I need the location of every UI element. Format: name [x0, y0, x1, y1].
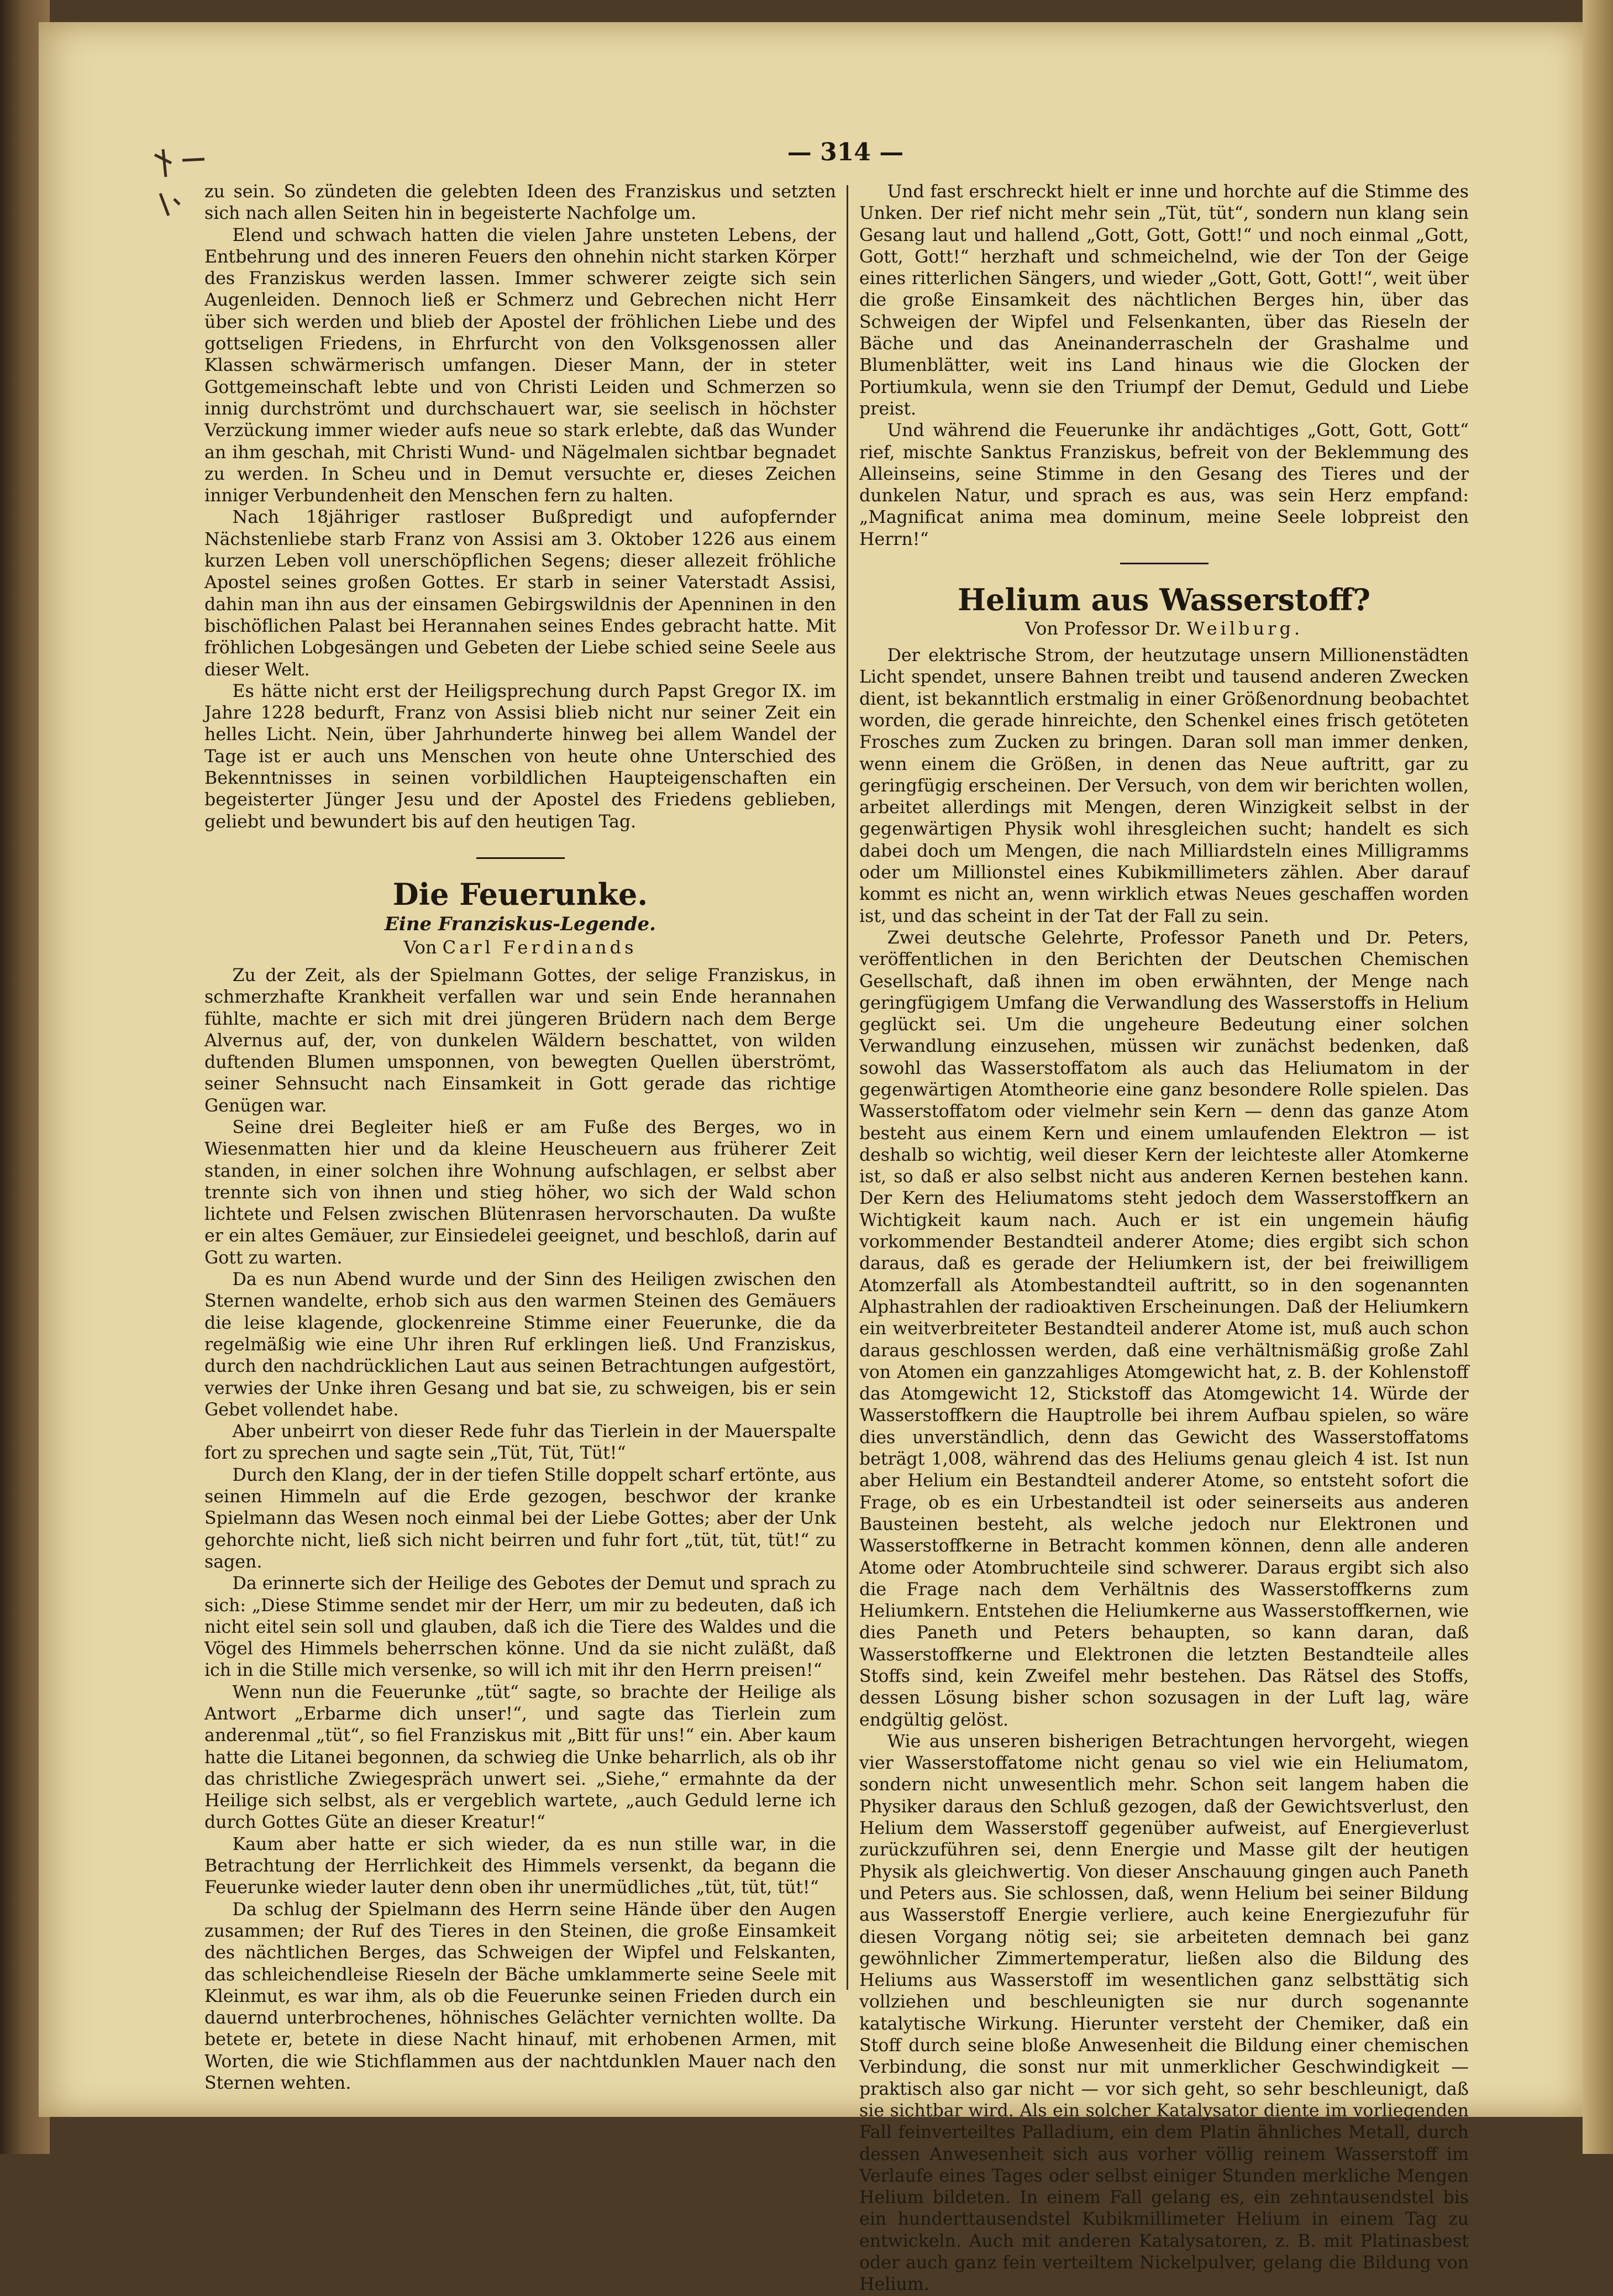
byline-prefix: Von Professor Dr.: [1024, 618, 1181, 639]
paragraph: Zwei deutsche Gelehrte, Professor Paneth und Dr. Peters, veröffentlichen in den Berichten der Deutschen Chemischen Gesellschaft, daß ihnen im oben erwähnten, der Menge nach geringfügigem Umfang die Verwandlung des Wasserstoffs in Helium geglückt sei. Um die ungeheure Bedeutung einer solchen Verwandlung einzusehen, müssen wir zunächst bedenken, daß sowohl das Wasserstoffatom als auch das Heliumatom in der gegenwärtigen Atomtheorie eine ganz besondere Rolle spielen. Das Wasserstoffatom oder vielmehr sein Kern — denn das ganze Atom besteht aus einem Kern und einem umlaufenden Elektron — ist deshalb so wichtig, weil dieser Kern der leichteste aller Atomkerne ist, so daß er also selbst nicht aus anderen Kernen bestehen kann. Der Kern des Heliumatoms steht jedoch dem Wasserstoffkern an Wichtigkeit kaum nach. Auch er ist ein ungemein häufig vorkommender Bestandteil anderer Atome; dies ergibt sich schon daraus, daß es gerade der Heliumkern ist, der bei freiwilligem Atomzerfall als Atombestandteil auftritt, so in den sogenannten Alphastrahlen der radioaktiven Erscheinungen. Daß der Heliumkern ein weitverbreiteter Bestandteil anderer Atome ist, muß auch schon daraus geschlossen werden, daß eine verhältnismäßig große Zahl von Atomen ein ganzzahliges Atomgewicht hat, z. B. der Kohlenstoff das Atomgewicht 12, Stickstoff das Atomgewicht 14. Würde der Wasserstoffkern die Hauptrolle bei ihrem Aufbau spielen, so wäre dies unverständlich, denn das Gewicht des Wasserstoffatoms beträgt 1,008, während das des Heliums genau gleich 4 ist. Ist nun aber Helium ein Bestandteil anderer Atome, so entsteht sofort die Frage, ob es ein Urbestandteil ist oder seinerseits aus anderen Bausteinen besteht, als welche jedoch nur Elektronen und Wasserstoffkerne in Betracht kommen können, denn alle anderen Atome oder Atombruchteile sind schwerer. Daraus ergibt sich also die Frage nach dem Verhältnis des Wasserstoffkerns zum Heliumkern. Entstehen die Heliumkerne aus Wasserstoffkernen, wie dies Paneth und Peters behaupten, so kann daran, daß Wasserstoffkerne und Elektronen die letzten Bestandteile alles Stoffs sind, kein Zweifel mehr bestehen. Das Rätsel des Stoffs, dessen Lösung bisher schon sozusagen in der Luft lag, wäre endgültig gelöst.: [859, 927, 1469, 1730]
paragraph: zu sein. So zündeten die gelebten Ideen des Franziskus und setzten sich nach allen Seiten hin in begeisterte Nachfolge um.: [204, 182, 836, 224]
column-rule: [847, 185, 848, 1990]
article-title: Helium aus Wasserstoff?: [958, 582, 1370, 618]
story-subtitle: Eine Franziskus-Legende.: [384, 913, 656, 935]
paragraph: Wenn nun die Feuerunke „tüt“ sagte, so brachte der Heilige als Antwort „Erbarme dich unser!“, und sagte das Tierlein zum anderenmal „tüt“, so fiel Franziskus mit „Bitt für uns!“ ein. Aber kaum hatte die Litanei begonnen, da schwieg die Unke beharrlich, als ob ihr das christliche Zwiegespräch unwert sei. „Siehe,“ ermahnte da der Heilige sich selbst, als er vergeblich wartete, „auch Geduld lerne ich durch Gottes Güte an dieser Kreatur!“: [204, 1682, 836, 1833]
story-title: Die Feuerunke.: [392, 876, 648, 912]
paragraph: Da schlug der Spielmann des Herrn seine Hände über den Augen zusammen; der Ruf des Tieres in den Steinen, die große Einsamkeit des nächtlichen Berges, das Schweigen der Wipfel und Felskanten, das schleichendleise Rieseln der Bäche umklammerte seine Seele mit Kleinmut, es war ihm, als ob die Feuerunke seinen Frieden durch ein dauernd unterbrochenes, höhnisches Gelächter vernichten wollte. Da betete er, betete in diese Nacht hinauf, mit erhobenen Armen, mit Worten, die wie Stichflammen aus der nachtdunklen Mauer nach den Sternen wehten.: [204, 1899, 836, 2094]
paragraph: Nach 18jähriger rastloser Bußpredigt und aufopfernder Nächstenliebe starb Franz von Assisi am 3. Oktober 1226 aus einem kurzen Leben voll unerschöpflichen Segens; dieser allezeit fröhliche Apostel seines großen Gottes. Er starb in seiner Vaterstadt Assisi, dahin man ihn aus der einsamen Gebirgswildnis der Apenninen in den bischöflichen Palast bei Herannahen seines Endes gebracht hatte. Mit fröhlichen Lobgesängen und Gebeten der Liebe schied seine Seele aus dieser Welt.: [204, 507, 836, 680]
article-byline: [859, 617, 1469, 639]
story-byline: [204, 936, 836, 958]
paragraph: Wie aus unseren bisherigen Betrachtungen hervorgeht, wiegen vier Wasserstoffatome nicht genau so viel wie ein Heliumatom, sondern nicht unwesentlich mehr. Schon seit langem haben die Physiker daraus den Schluß gezogen, daß der Gewichtsverlust, den Helium dem Wasserstoff gegenüber aufweist, auf Energieverlust zurückzuführen sei, denn Energie und Masse gilt der heutigen Physik als gleichwertig. Von dieser Anschauung gingen auch Paneth und Peters aus. Sie schlossen, daß, wenn Helium bei seiner Bildung aus Wasserstoff Energie verliere, auch keine Energiezufuhr für diesen Vorgang nötig sei; sie arbeiteten demnach bei ganz gewöhnlicher Zimmertemperatur, ließen also die Bildung des Heliums aus Wasserstoff im wesentlichen ganz selbsttätig sich vollziehen und beschleunigten sie nur durch sogenannte katalytische Wirkung. Hierunter versteht der Chemiker, daß ein Stoff durch seine bloße Anwesenheit die Bildung einer chemischen Verbindung, die sonst nur mit unmerklicher Geschwindigkeit — praktisch also gar nicht — vor sich geht, so sehr beschleunigt, daß sie sichtbar wird. Als ein solcher Katalysator diente im vorliegenden Fall feinverteiltes Palladium, ein dem Platin ähnliches Metall, durch dessen Anwesenheit sich aus vorher völlig reinem Wasserstoff im Verlaufe eines Tages oder selbst einiger Stunden merkliche Mengen Helium bildeten. In einem Fall gelang es, ein zehntausendstel bis ein hunderttausendstel Kubikmillimeter Helium in einem Tag zu entwickeln. Auch mit anderen Katalysatoren, z. B. mit Platinasbest oder auch ganz fein verteiltem Nickelpulver, gelang die Bildung von Helium.: [859, 1731, 1469, 2295]
page-edge: [1583, 0, 1613, 2154]
paragraph: Kaum aber hatte er sich wieder, da es nun stille war, in die Betrachtung der Herrlichkeit des Himmels versenkt, da begann die Feuerunke wieder lauter denn oben ihr unermüdliches „tüt, tüt, tüt!“: [204, 1834, 836, 1898]
paragraph: Durch den Klang, der in der tiefen Stille doppelt scharf ertönte, aus seinen Himmeln auf die Erde gezogen, beschwor der kranke Spielmann das Wesen noch einmal bei der Liebe Gottes; aber der Unk gehorchte nicht, ließ sich nicht beirren und fuhr fort „tüt, tüt, tüt!“ zu sagen.: [204, 1465, 836, 1572]
paragraph: Der elektrische Strom, der heutzutage unsern Millionenstädten Licht spendet, unsere Bahnen treibt und tausend anderen Zwecken dient, ist bekanntlich erstmalig in einer Größenordnung beobachtet worden, die gerade hinreichte, den Schenkel eines frisch getöteten Frosches zum Zucken zu bringen. Daran soll man immer denken, wenn einem die Größen, in denen das Neue auftritt, gar zu geringfügig erscheinen. Der Versuch, von dem wir berichten wollen, arbeitet allerdings mit Mengen, deren Winzigkeit selbst in der gegenwärtigen Physik wohl ihresgleichen sucht; handelt es sich dabei doch um Mengen, die nach Milliardsteln eines Milligramms oder um Millionstel eines Kubikmillimeters zählen. Aber darauf kommt es nicht an, wenn wirklich etwas Neues geschaffen worden ist, und das scheint in der Tat der Fall zu sein.: [859, 646, 1469, 926]
paragraph: Elend und schwach hatten die vielen Jahre unsteten Lebens, der Entbehrung und des inneren Feuers den ohnehin nicht starken Körper des Franziskus werden lassen. Immer schwerer zeigte sich sein Augenleiden. Dennoch ließ er Schmerz und Gebrechen nicht Herr über sich werden und blieb der Apostel der fröhlichen Liebe und des gottseligen Friedens, in Ehrfurcht von den Volksgenossen aller Klassen schwärmerisch umfangen. Dieser Mann, der in steter Gottgemeinschaft lebte und von Christi Leiden und Schmerzen so innig durchströmt und durchschauert war, sie seelisch in höchster Verzückung immer wieder aufs neue so stark erlebte, daß das Wunder an ihm geschah, mit Christi Wund- und Nägelmalen sichtbar begnadet zu werden. In Scheu und in Demut versuchte er, dieses Zeichen inniger Verbundenheit den Menschen fern zu halten.: [204, 225, 836, 506]
margin-marks-icon: [149, 144, 210, 230]
paragraph: Aber unbeirrt von dieser Rede fuhr das Tierlein in der Mauerspalte fort zu sprechen und sagte sein „Tüt, Tüt, Tüt!“: [204, 1422, 836, 1464]
author-name: Carl Ferdinands: [442, 936, 637, 958]
paragraph: Da es nun Abend wurde und der Sinn des Heiligen zwischen den Sternen wandelte, erhob sich aus den warmen Steinen des Gemäuers die leise klagende, glockenreine Stimme einer Feuerunke, die da regelmäßig wie eine Uhr ihren Ruf erklingen ließ. Und Franziskus, durch den nachdrücklichen Laut aus seinen Betrachtungen aufgestört, verwies der Unke ihren Gesang und bat sie, zu schweigen, bis er sein Gebet vollendet habe.: [204, 1270, 836, 1420]
page-number: — 314 —: [787, 138, 904, 166]
left-column: [204, 181, 836, 2094]
paragraph: Zu der Zeit, als der Spielmann Gottes, der selige Franziskus, in schmerzhafte Krankheit verfallen war und sein Ende herannahen fühlte, machte er sich mit drei jüngeren Brüdern nach dem Berge Alvernus auf, der, von dunkelen Wäldern beschattet, von wilden duftenden Blumen umsponnen, von bewegten Quellen überströmt, seiner Sehnsucht nach Einsamkeit in Gott gerade das richtige Genügen war.: [204, 965, 836, 1116]
right-column: [859, 181, 1469, 2296]
paragraph: Und fast erschreckt hielt er inne und horchte auf die Stimme des Unken. Der rief nicht mehr sein „Tüt, tüt“, sondern nun klang sein Gesang laut und hallend „Gott, Gott, Gott!“ und noch einmal „Gott, Gott, Gott!“ herzhaft und schmeichelnd, wie der Ton der Geige eines ritterlichen Sängers, und wieder „Gott, Gott, Gott!“, weit über die große Einsamkeit des nächtlichen Berges hin, über das Schweigen der Wipfel und Felsenkanten, über das Rieseln der Bäche und das Aneinanderrascheln der Grashalme und Blumenblätter, weit ins Land hinaus wie die Glocken der Portiumkula, wenn sie den Triumpf der Demut, Geduld und Liebe preist.: [859, 182, 1469, 419]
paragraph: Und während die Feuerunke ihr andächtiges „Gott, Gott, Gott“ rief, mischte Sanktus Franziskus, befreit von der Beklemmung des Alleinseins, seine Stimme in den Gesang des Tieres und der dunkelen Natur, und sprach es aus, was sein Herz empfand: „Magnificat anima mea dominum, meine Seele lobpreist den Herrn!“: [859, 421, 1469, 549]
paragraph: Es hätte nicht erst der Heiligsprechung durch Papst Gregor IX. im Jahre 1228 bedurft, Franz von Assisi blieb nicht nur seiner Zeit ein helles Licht. Nein, über Jahrhunderte hinweg bei allem Wandel der Tage ist er auch uns Menschen von heute ohne Unterschied des Bekenntnisses in seinen vorbildlichen Haupteigenschaften ein begeisterter Jünger Jesu und der Apostel des Friedens geblieben, geliebt und bewundert bis auf den heutigen Tag.: [204, 681, 836, 832]
paragraph: Seine drei Begleiter hieß er am Fuße des Berges, wo in Wiesenmatten hier und da kleine Heuscheuern aus früherer Zeit standen, in einer solchen ihre Wohnung aufschlagen, er selbst aber trennte sich von ihnen und stieg höher, wo sich der Wald schon lichtete und Felsen zwischen Blütenrasen hervorschauten. Da wußte er ein altes Gemäuer, zur Einsiedelei geeignet, und beschloß, darin auf Gott zu warten.: [204, 1117, 836, 1268]
author-name: Weilburg.: [1186, 618, 1304, 639]
paragraph: Da erinnerte sich der Heilige des Gebotes der Demut und sprach zu sich: „Diese Stimme sendet mir der Herr, um mir zu bedeuten, daß ich nicht eitel sein soll und glauben, daß ich die Tiere des Waldes und die Vögel des Himmels beherrschen könne. Und da sie nicht zuläßt, daß ich in die Stille mich versenke, so will ich mit ihr den Herrn preisen!“: [204, 1574, 836, 1681]
byline-prefix: Von: [403, 936, 437, 958]
